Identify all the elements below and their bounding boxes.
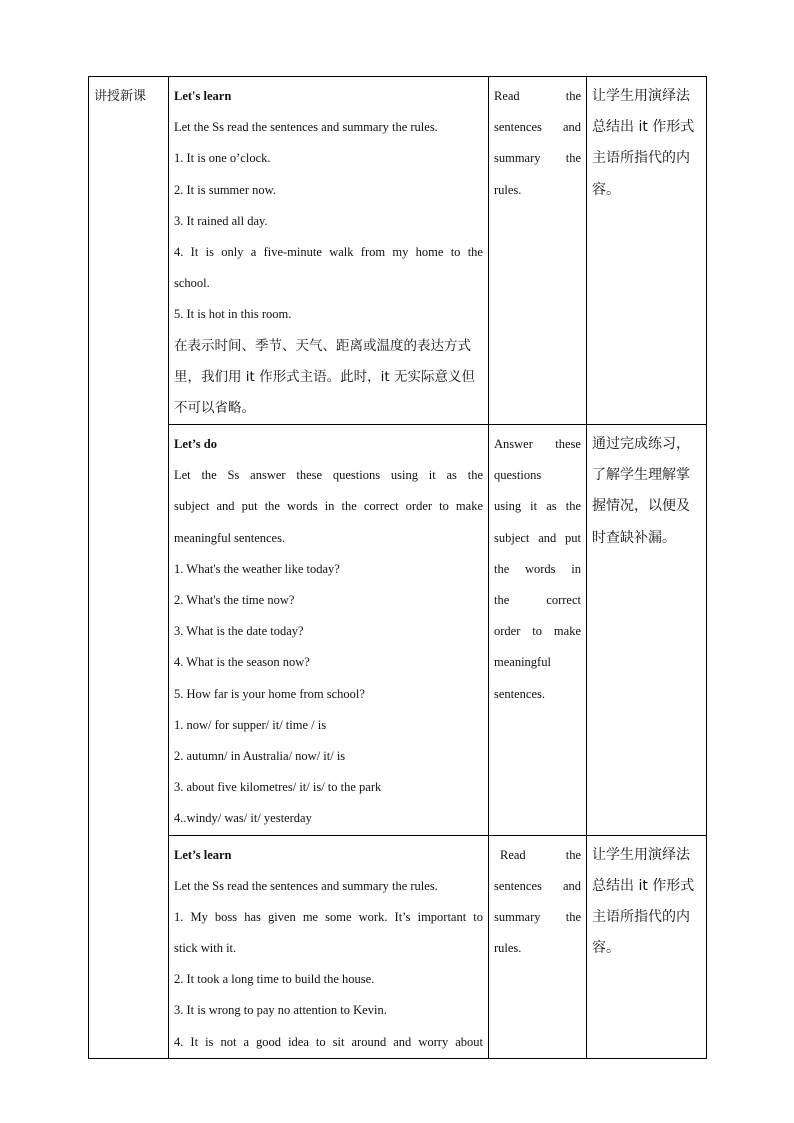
instruction: Let the Ss read the sentences and summary the rules. xyxy=(174,120,438,135)
purpose-line: 通过完成练习， xyxy=(592,436,690,453)
activity-line: subject and put xyxy=(494,530,581,545)
purpose-line: 主语所指代的内 xyxy=(592,908,690,925)
lesson-plan-table xyxy=(88,76,707,1059)
activity-cell xyxy=(489,425,587,835)
activity-line: rules. xyxy=(494,941,522,956)
purpose-line: 了解学生理解掌 xyxy=(592,467,690,484)
question-line: 3. What is the date today? xyxy=(174,624,304,639)
question-line: 4. What is the season now? xyxy=(174,655,310,670)
section-title: Let's learn xyxy=(174,89,232,103)
content-cell xyxy=(169,835,489,1058)
activity-line: Answer these xyxy=(494,437,581,452)
section-title: Let’s do xyxy=(174,437,217,452)
purpose-line: 让学生用演绎法 xyxy=(592,88,690,104)
note-line: 在表示时间、季节、天气、距离或温度的表达方式 xyxy=(174,337,471,354)
example-line: 4. It is not a good idea to sit around and worry about xyxy=(174,1034,483,1049)
purpose-cell xyxy=(587,77,707,425)
instruction-line: Let the Ss answer these questions using it as the xyxy=(174,468,483,483)
word-order-line: 2. autumn/ in Australia/ now/ it/ is xyxy=(174,748,346,763)
example-line: 1. It is one o’clock. xyxy=(174,151,271,166)
table-row xyxy=(89,77,707,425)
instruction-line: meaningful sentences. xyxy=(174,530,286,545)
content-cell xyxy=(169,77,489,425)
word-order-line: 3. about five kilometres/ it/ is/ to the park xyxy=(174,780,382,795)
activity-line: summary the xyxy=(494,151,581,166)
question-line: 1. What's the weather like today? xyxy=(174,561,340,576)
word-order-line: 4..windy/ was/ it/ yesterday xyxy=(174,811,312,826)
activity-line: the words in xyxy=(494,561,581,576)
activity-line: rules. xyxy=(494,182,522,197)
activity-line: Read the xyxy=(500,847,581,862)
purpose-cell xyxy=(587,425,707,835)
note-line: 不可以省略。 xyxy=(174,399,255,416)
phase-label: 讲授新课 xyxy=(94,89,147,104)
purpose-cell xyxy=(587,835,707,1058)
purpose-line: 总结出 it 作形式 xyxy=(592,119,695,136)
example-line: stick with it. xyxy=(174,941,237,956)
table-row xyxy=(89,835,707,1058)
activity-line: meaningful xyxy=(494,655,551,670)
activity-line: Read the xyxy=(494,89,581,103)
activity-line: order to make xyxy=(494,624,581,639)
phase-cell xyxy=(89,77,169,1059)
example-line: 3. It rained all day. xyxy=(174,213,268,228)
word-order-line: 1. now/ for supper/ it/ time / is xyxy=(174,717,327,732)
purpose-line: 握情况，以便及 xyxy=(592,498,690,515)
activity-line: summary the xyxy=(494,909,581,924)
activity-line: sentences. xyxy=(494,686,546,701)
example-line: school. xyxy=(174,276,210,291)
purpose-line: 让学生用演绎法 xyxy=(592,846,690,863)
note-line: 里，我们用 it 作形式主语。此时，it 无实际意义但 xyxy=(174,368,475,385)
question-line: 2. What's the time now? xyxy=(174,593,295,607)
table-row xyxy=(89,425,707,835)
content-cell xyxy=(169,425,489,835)
example-line: 4. It is only a five-minute walk from my home to the xyxy=(174,244,483,259)
example-line: 5. It is hot in this room. xyxy=(174,307,292,322)
purpose-line: 时查缺补漏。 xyxy=(592,529,676,546)
section-title: Let’s learn xyxy=(174,847,232,862)
activity-cell xyxy=(489,835,587,1058)
purpose-line: 容。 xyxy=(592,181,620,198)
activity-line: the correct xyxy=(494,593,581,607)
example-line: 2. It is summer now. xyxy=(174,182,276,197)
lesson-plan-page xyxy=(88,76,706,1059)
activity-line: sentences and xyxy=(494,120,581,135)
example-line: 1. My boss has given me some work. It’s important to xyxy=(174,909,483,924)
purpose-line: 主语所指代的内 xyxy=(592,150,690,167)
instruction: Let the Ss read the sentences and summary the rules. xyxy=(174,878,438,893)
example-line: 2. It took a long time to build the house. xyxy=(174,972,375,987)
activity-cell xyxy=(489,77,587,425)
activity-line: questions xyxy=(494,468,542,483)
instruction-line: subject and put the words in the correct order to make xyxy=(174,499,483,514)
question-line: 5. How far is your home from school? xyxy=(174,686,365,701)
example-line: 3. It is wrong to pay no attention to Kevin. xyxy=(174,1003,387,1018)
purpose-line: 总结出 it 作形式 xyxy=(592,877,695,894)
activity-line: using it as the xyxy=(494,499,581,514)
activity-line: sentences and xyxy=(494,878,581,893)
purpose-line: 容。 xyxy=(592,940,620,957)
